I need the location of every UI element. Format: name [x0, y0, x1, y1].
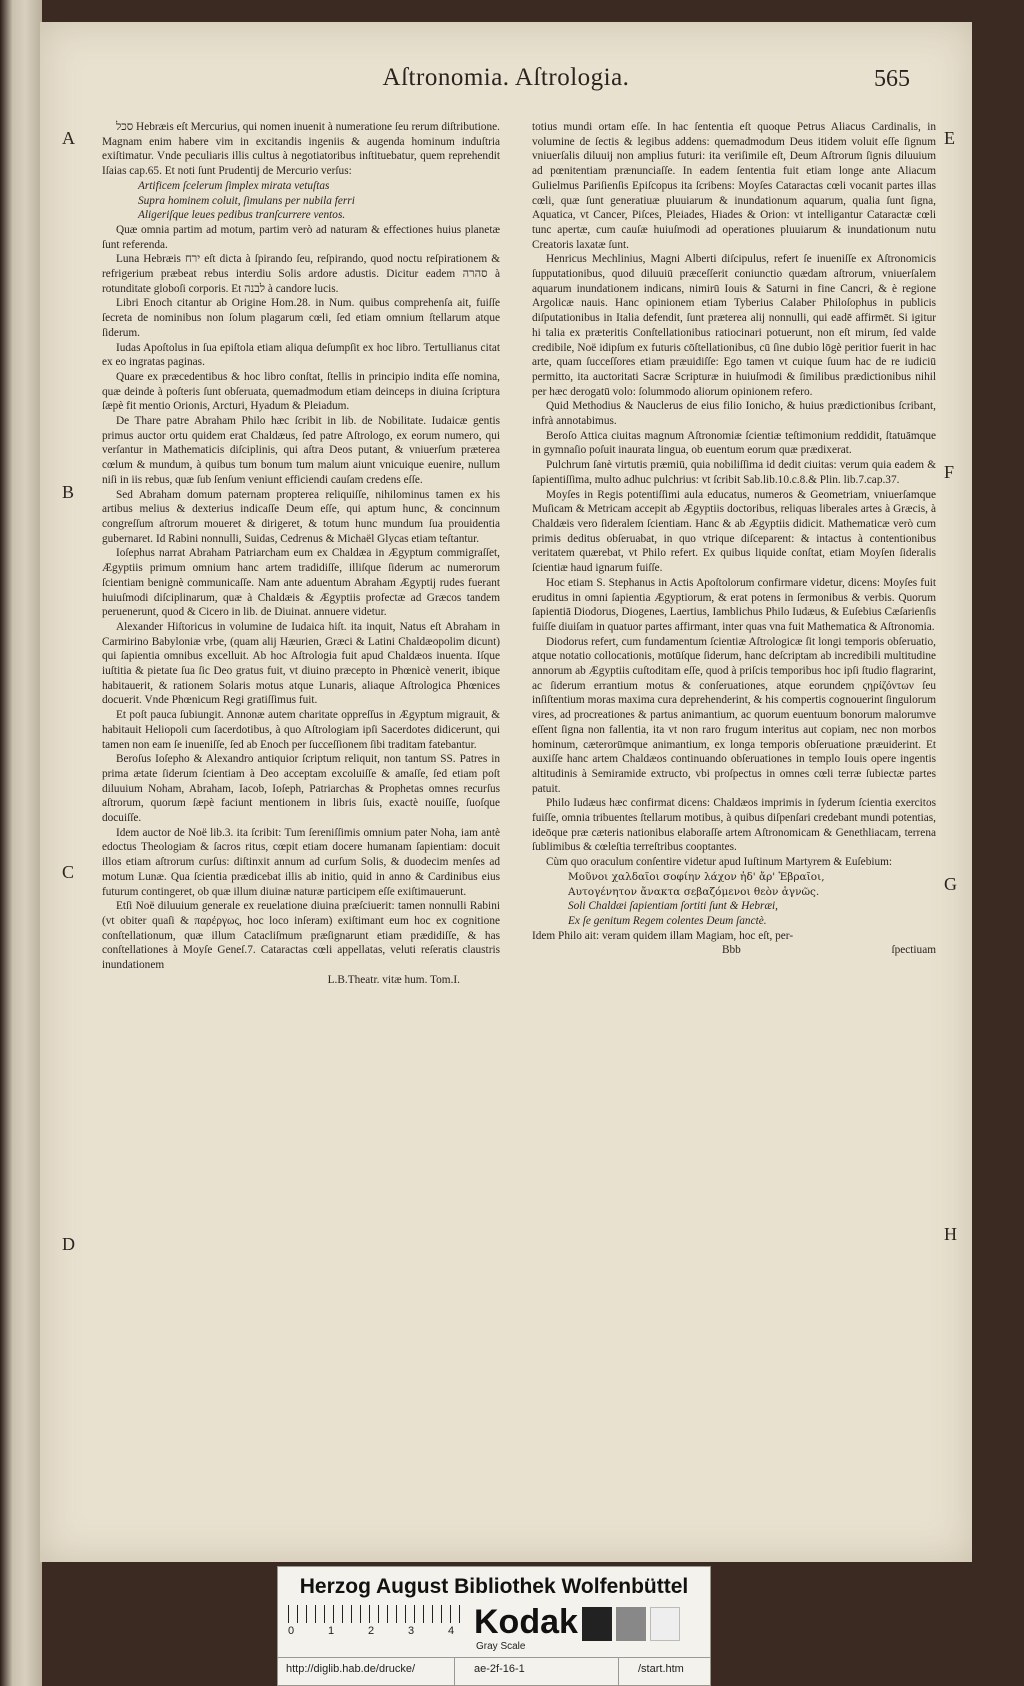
paragraph-noe: Idem auctor de Noë lib.3. ita ſcribit: Tum ſereniſſimis omnium pater Noha, iam antè edoctus Theologiam & ſacros ritus, cœpit etiam docere humanam ſapientiam: docuit illos etiam aſtrorum curſus: diſtinxit annum ad curſum Solis, & duodecim menſes ad motum Lunæ. Qua ſcientia prædicebat illis ab initio, quid in anno & Cardinibus eius futurum contingeret, ob quæ illum diuinæ naturæ participem eſſe exiſtimauerunt. — [102, 826, 500, 898]
gray-patch-mid — [616, 1607, 646, 1641]
paragraph-iudas: Iudas Apoſtolus in ſua epiſtola etiam aliqua deſumpſit ex hoc libro. Tertullianus citat ex eo ingratas paginas. — [102, 341, 500, 369]
greek-verse-line: Αυτογένητον ἄνακτα σεβαζόμενοι θεὸν ἁγνῶς. — [568, 885, 820, 898]
paragraph-aliacus: totius mundi ortam eſſe. In hac ſententia eſt quoque Petrus Aliacus Cardinalis, in volumine de ſectis & legibus addens: quemadmodum Deus itidem voluit eſſe ſignum vniuerſalis diluuij non amplius futuri: ita veriſimile eſt, Deum Aſtrorum ſignis diluuium ad pœnitentiam prænunciaſſe. In eadem ſententia fuit etiam longe ante Aliacum Gulielmus Pariſienſis Epiſcopus ita ſcribens: Moyſes Cataractas cœli vocanit partes illas cœli, quæ ſunt generatiuæ pluuiarum & inundationum aquarum, qualia ſunt ſigna, Aquatica, vt Cancer, Piſces, Pleiades, Hiades & Orion: vt intelligantur Cataractæ cœli tunc apertæ, cum cauſæ huiuſmodi ad operationes pluuiarum & inundationum nutu Creatoris laxatæ ſunt. — [532, 121, 936, 251]
right-column — [532, 120, 936, 958]
footer-note: L.B.Theatr. vitæ hum. Tom.I. — [327, 973, 460, 986]
paragraph: Sed Abraham domum paternam propterea reliquiſſe, nihilominus tamen ex his artibus melius & dexterius indicaſſe Deum eſſe, qui aptum hunc, & concinnum congreſſum aſtrorum moueret & dirigeret, & totum hunc mundum ſua prouidentia gubernaret. Id Rabini nonnulli, Suidas, Cedrenus & Michaël Glycas etiam teſtantur. — [102, 488, 500, 545]
left-column — [102, 120, 500, 987]
gray-scale-label: Gray Scale — [476, 1641, 526, 1652]
latin-verse-line: Ex ſe genitum Regem colentes Deum ſanctè. — [568, 914, 767, 927]
gray-scale-patches — [582, 1607, 682, 1641]
scale-number: 1 — [328, 1625, 335, 1637]
page-header — [40, 64, 972, 104]
book-page — [40, 22, 972, 1562]
signature-line — [532, 943, 936, 958]
paragraph: Et poſt pauca ſubiungit. Annonæ autem charitate oppreſſus in Ægyptum migrauit, & habitauit Heliopoli cum ſacerdotibus, à quo Aſtrologiam ipſi Sacerdotes didicerunt, qui tamen non eam ſe inueniſſe, ſed ab Enoch per ſucceſſionem ſibi traditam fatebantur. — [102, 709, 500, 751]
stamp-divider — [454, 1657, 455, 1685]
measurement-scale-bar — [288, 1605, 468, 1623]
paragraph: Etſi Noë diluuium generale ex reuelatione diuina præſciuerit: tamen nonnulli Rabini (vt obiter quaſi & παρέργως, hoc loco inſeram) exiſtimant eum hoc ex cognitione conſtellationum, quæ illum Catacliſmum præſignarunt etiam prædidiſſe, & has conſtellationes à Moyſe Geneſ.7. Cataractas cœli appellatas, veluti reſeratis claustris inundationem — [102, 900, 500, 972]
paragraph-oraculum: Cùm quo oraculum conſentire videtur apud Iuſtinum Martyrem & Euſebium: — [546, 856, 893, 869]
paragraph-thare: De Thare patre Abraham Philo hæc ſcribit in lib. de Nobilitate. Iudaicæ gentis primus auctor ortu quidem erat Chaldæus, ſed patre Aſtrologo, ex eorum numero, qui verſantur in Mathematicis diſciplinis, qui aſtra Deos putant, & vniuerſum præterea cœlum & mundum, à quibus tum bonum tum malum aiunt vnicuique euenire, nullum niſi in iis rebus, quæ ſub ſenſum veniunt efficiendi cauſam credens eſſe. — [102, 415, 500, 486]
gray-patch-dark — [582, 1607, 612, 1641]
paragraph-tail: Idem Philo ait: veram quidem illam Magiam, hoc eſt, per- — [532, 929, 794, 942]
paragraph-enoch: Libri Enoch citantur ab Origine Hom.28. in Num. quibus comprehenſa ait, fuiſſe ſecreta de nominibus non ſolum plagarum cœli, ſed etiam omnium ſtellarum atque ſiderum. — [102, 297, 500, 339]
paragraph: Quæ omnia partim ad motum, partim verò ad naturam & effectiones huius planetæ ſunt referenda. — [102, 223, 500, 251]
paragraph-moyses: Moyſes in Regis potentiſſimi aula educatus, numeros & Geometriam, vniuerſamque Muſicam & Metricam accepit ab Ægyptiis doctoribus, reliquas liberales artes à Græcis, à Chaldæis vero ſideralem ſcientiam. Hanc & ab Ægyptiis didicit. Mathematicæ verò cum primis deditus obſeruabat, in quo vtrique diſceparent: & intactus à contentionibus veritatem quærebat, vt Philo refert. Ex quibus liquide conſtat, etiam Moyſen ſideralis ſcientiæ haud ignarum fuiſſe. — [532, 488, 936, 575]
library-scan-stamp — [277, 1566, 711, 1686]
paragraph: Pulchrum ſanè virtutis præmiū, quia nobiliſſima id dedit ciuitas: verum quia eadem & ſapientiſſima, multo adhuc pulchrius: vt ſcribit Sab.lib.10.c.8.& Plin. lib.7.cap.37. — [532, 459, 936, 486]
running-title: Aſtronomia. Aſtrologia. — [382, 64, 630, 91]
paragraph-berosus: Beroſus Ioſepho & Alexandro antiquior ſcriptum reliquit, non tantum SS. Patres in prima ætate ſiderum ſcientiam à Deo acceptam excoluiſſe & amaſſe, ſed etiam poſt diluuium Noham, Abraham, Iacob, Ioſeph, Patriarchas & Prophetas omnes recurſus aſtrorum, quorum ſæpè faciunt mentionem in libris ſuis, exactè nouiſſe, ſuoſque docuiſſe. — [102, 753, 500, 825]
margin-letter-f: F — [944, 462, 955, 482]
margin-letter-d: D — [62, 1234, 75, 1254]
page-number: 565 — [874, 66, 910, 92]
stamp-code: ae-2f-16-1 — [474, 1663, 525, 1675]
stamp-divider — [278, 1657, 710, 1658]
greek-verse-line: Μοῦνοι χαλδαῖοι σοφίην λάχον ἠδ' ἄρ' Ἑβραῖοι, — [568, 870, 825, 883]
catchword: ſpectiuam — [891, 944, 936, 957]
adjacent-page-edge — [0, 0, 42, 1686]
margin-letter-a: A — [62, 128, 75, 148]
paragraph: Quare ex præcedentibus & hoc libro conſtat, ſtellis in principio indita eſſe nomina, quæ deinde à poſteris ſunt obſeruata, quemadmodum etiam deinceps in diuina ſcriptura ſæpè fit mentio Orionis, Arcturi, Hyadum & Pleiadum. — [102, 370, 500, 413]
verse-line: Artificem ſcelerum ſimplex mirata vetuſtas — [138, 179, 330, 192]
library-name: Herzog August Bibliothek Wolfenbüttel — [299, 1575, 689, 1598]
gray-patch-light — [650, 1607, 680, 1641]
paragraph-beroso: Beroſo Attica ciuitas magnum Aſtronomiæ ſcientiæ teſtimonium reddidit, ſtatuāmque in gymnaſio poſuit inaurata lingua, ob euentum eorum quæ prædixerat. — [532, 429, 936, 457]
paragraph-methodius: Quid Methodius & Nauclerus de eius filio Ionicho, & huius prædictionibus ſcribant, infrà annotabimus. — [532, 400, 936, 428]
stamp-divider — [618, 1657, 619, 1685]
stamp-start-link[interactable]: /start.htm — [638, 1663, 684, 1675]
margin-letter-e: E — [944, 128, 955, 148]
latin-verse-line: Soli Chaldæi ſapientiam ſortiti ſunt & Hebræi, — [568, 900, 778, 913]
margin-letter-b: B — [62, 482, 75, 502]
scale-number: 0 — [288, 1625, 295, 1637]
verse-line: Supra hominem coluit, ſimulans per nubila ferri — [138, 194, 355, 207]
paragraph-alexander: Alexander Hiſtoricus in volumine de Iudaica hiſt. ita inquit, Natus eſt Abraham in Carmirino Babyloniæ vrbe, (quam alij Hæurien, Græci & Latini Chaldæopolim dicunt) qui ſapientia omnibus excelluit. Ab hoc Aſtrologia fuit apud Chaldæos inuenta. Iſque iuſtitia & pietate ſua ſic Deo gratus fuit, vt diuino præcepto in Phœnicè venerit, ibique habitauerit, & rationem Solaris motus atque Lunaris, aliaque Aſtrologica Phœnices docuerit. Vnde Phœnicum Regi gratiſſimus fuit. — [102, 620, 500, 707]
signature-mark: Bbb — [722, 944, 741, 957]
margin-letter-c: C — [62, 862, 75, 882]
paragraph-diodorus: Diodorus refert, cum fundamentum ſcientiæ Aſtrologicæ ſit longi temporis obſeruatio, atque notatio collocationis, motūſque ſiderum, hanc deſcriptam ab incredibili multitudine annorum ab Ægyptiis cuſtoditam eſſe, quod à priſcis temporibus hoc ipſi ſtudio flagrarint, ac ſiderum errantium motus & conſeruationes, atque eorundem ςηρίζόντων ſeu inſiſtentium moras maxima cura deprehenderint, & his compertis cognouerint ſingulorum vires, ad procreationes & partus animantium, ac quorum euentuum bonorum malorumve eſſent ſigna non fallentia, ita vt non raro frugum interitus aut copiam, nec non morbos hominum, cæterorūmque animantium, ex longa temporis obſeruatione præuiderint. Et auxiſſe hanc artem Chaldæos continuando obſeruationes in templo Iouis opere ingentis altitudinis à Semiramide extructo, vbi proſpectus in omnes cœli terræ ſubiectæ partes patuit. — [532, 635, 936, 795]
paragraph-luna: Luna Hebræis ירח eſt dicta à ſpirando ſeu, reſpirando, quod noctu reſpirationem & refrigerium præbeat rebus interdiu Solis ardore adustis. Dicitur eadem סהרה à rotunditate globoſi corporis. Et לבנה à candore lucis. — [102, 253, 500, 295]
paragraph-mercurius: סכל Hebræis eſt Mercurius, qui nomen inuenit à numeratione ſeu rerum diſtributione. Magnam enim habere vim in excitandis ingeniis & augenda hominum induſtria exiſtimatur. Vnde peculiaris illis cultus à negotiatoribus inſtituebatur, quem reprehendit Iſaias cap.65. Et noti ſunt Prudentij de Mercurio verſus: — [102, 121, 500, 178]
paragraph-stephanus: Hoc etiam S. Stephanus in Actis Apoſtolorum confirmare videtur, dicens: Moyſes fuit eruditus in omni ſapientia Ægyptiorum, & erat potens in ſermonibus & verbis. Quorum ſapientiā Diodorus, Diogenes, Laertius, Iamblichus Philo Iudæus, & Euſebius Cæſarienſis fuiſſe diuiſam in quatuor partes affirmant, inter quas vna fuit Mathematica & Aſtronomia. — [532, 576, 936, 633]
scale-number: 2 — [368, 1625, 375, 1637]
verse-line: Aligeriſque leues pedibus tranſcurrere ventos. — [138, 209, 346, 222]
margin-letter-h: H — [944, 1224, 957, 1244]
paragraph-iosephus: Ioſephus narrat Abraham Patriarcham eum ex Chaldæa in Ægyptum commigraſſet, Ægyptiis primum omnium hanc artem tradidiſſe, illiſque ſiderum ac numerorum ſcientiam benignè communicaſſe. Nam ante aduentum Abraham Ægyptij rudes fuerant huiuſmodi diſciplinarum, quæ à Chaldæis & Ægyptiis profectæ ad Græcos tandem peruenerunt, quod & Cicero in lib. de Diuinat. annuere videtur. — [102, 547, 500, 619]
scale-number: 4 — [448, 1625, 455, 1637]
stamp-url[interactable]: http://diglib.hab.de/drucke/ — [286, 1663, 416, 1675]
paragraph-mechlinius: Henricus Mechlinius, Magni Alberti diſcipulus, refert ſe inueniſſe ex Aſtronomicis ſupputationibus, quod diluuiū præceſſerit coniunctio quædam aſtrorum, vniuerſalem aquarum inundationem indicans, nimirū Iouis & Saturni in fine Cancri, & è regione Argolicæ nauis. Hanc opinionem etiam Tyberius Calaber Philoſophus in publicis diſputationibus in Italia defendit, ſunt præterea alij nonnulli, qui eadē affirmēt. Si igitur hi talia ex præteritis Conſtellationibus ratiocinari potuerunt, non eſt mirum, ſed valde credibile, Noë idipſum ex futuris cōſtellationibus, cū ſine dubio lōgè peritior fuerit in hac arte, quam ſucceſſores etiam præuidiſſe: Ego tamen vt cuique ſuum hac de re iudiciū permitto, ita auctoritati Sacræ Scripturæ in huiuſmodi & ſimilibus prædictionibus nihil per hæc derogatū volo: ſolummodo aliorum opinionem refero. — [532, 253, 936, 398]
paragraph-philo: Philo Iudæus hæc confirmat dicens: Chaldæos imprimis in ſyderum ſcientia exercitos fuiſſe, omnia tribuentes ſtellarum motibus, à quibus diſpenſari credebant mundi potentias, ideōque præ cæteris nationibus elaboraſſe artem Aſtronomicam & Genethliacam, terrena ſublimibus & cœleſtia terreſtribus cooptantes. — [532, 797, 936, 854]
margin-letter-g: G — [944, 874, 957, 894]
kodak-logo: Kodak — [474, 1603, 578, 1641]
scale-number: 3 — [408, 1625, 415, 1637]
